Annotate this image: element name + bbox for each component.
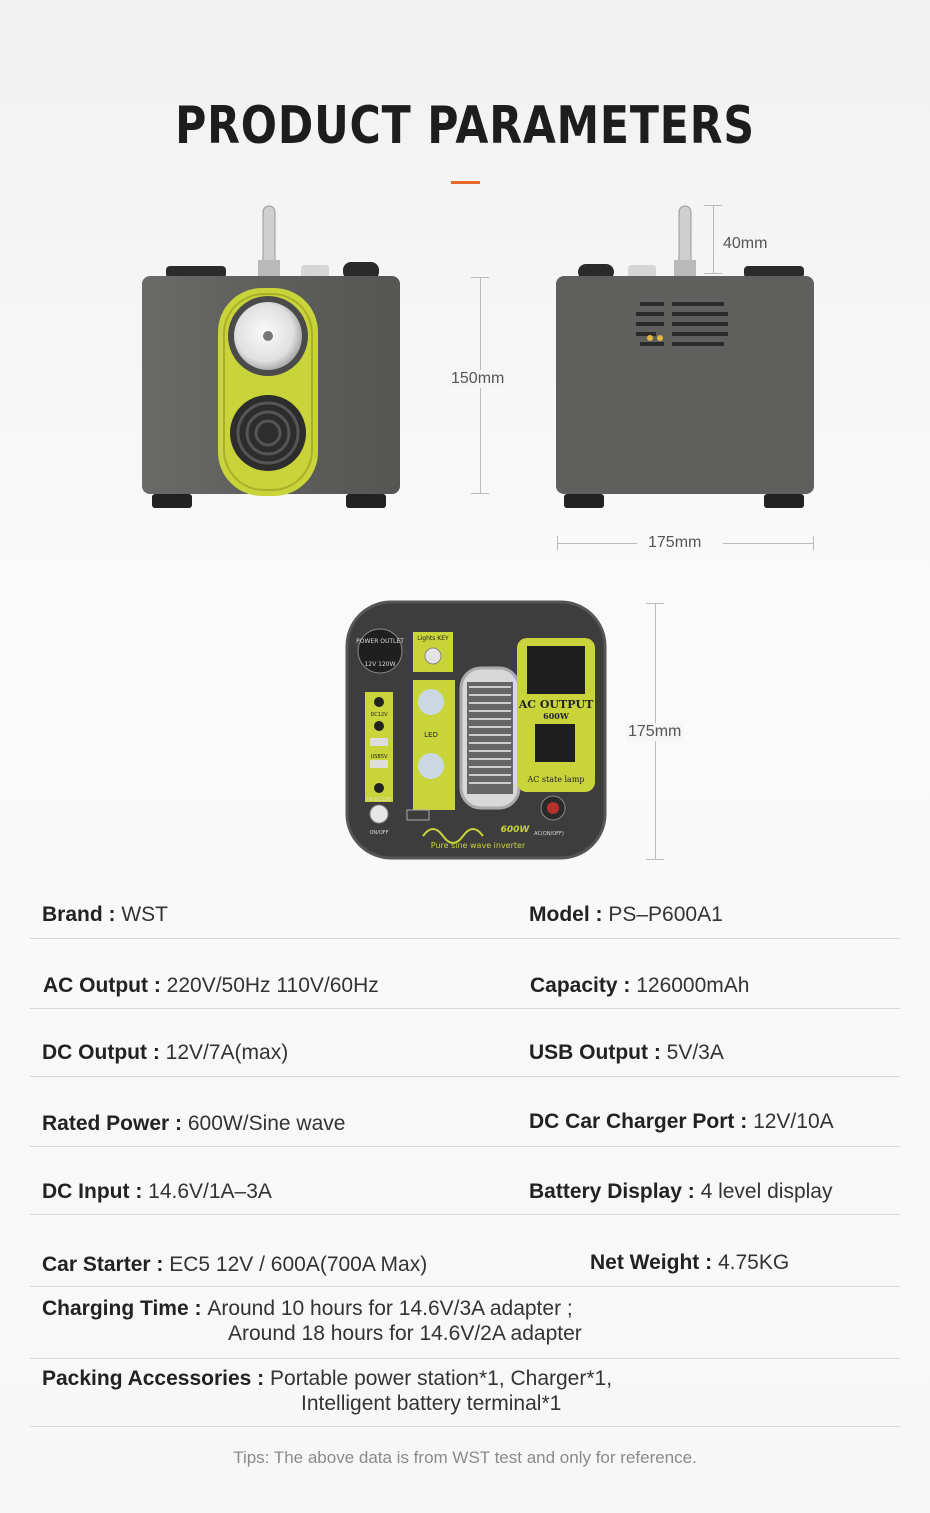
packing-row: Packing Accessories : Portable power station*1, Charger*1, Intelligent battery terminal*1	[30, 1359, 900, 1427]
spec-key: DC Output	[42, 1041, 147, 1064]
spec-row: AC Output : 220V/50Hz 110V/60Hz Capacity : 126000mAh	[30, 939, 900, 1009]
width-dim-line-left	[557, 543, 637, 544]
in-dc12v-label: IN DC12V	[367, 797, 391, 803]
spec-value: 12V/7A(max)	[165, 1041, 289, 1064]
spec-value: EC5 12V / 600A(700A Max)	[169, 1253, 428, 1276]
spec-value: WST	[121, 903, 169, 926]
page-title: PRODUCT PARAMETERS	[175, 96, 755, 156]
usb5v-label: USB5V	[370, 754, 388, 760]
led-label: LED	[424, 731, 438, 739]
top-panel-image	[343, 598, 609, 864]
height-dimension: 150mm	[451, 370, 505, 387]
width-dim-line-right	[723, 543, 813, 544]
spec-key: Car Starter	[42, 1253, 151, 1276]
spec-row: Car Starter : EC5 12V / 600A(700A Max) Net Weight : 4.75KG	[30, 1215, 900, 1287]
spec-value: 5V/3A	[666, 1041, 724, 1064]
handle-dim-line	[713, 205, 714, 273]
spec-key: Battery Display	[529, 1180, 682, 1203]
spec-value: 4 level display	[700, 1180, 833, 1203]
front-view-image	[138, 200, 404, 512]
ac-output-label: AC OUTPUT	[518, 698, 594, 711]
charging-line-1: Around 10 hours for 14.6V/3A adapter ;	[207, 1297, 573, 1320]
ac-power-label: 600W	[543, 711, 569, 721]
depth-dimension: 175mm	[628, 723, 682, 740]
spec-key: Capacity	[530, 974, 618, 997]
spec-value: 126000mAh	[636, 974, 750, 997]
tips-note: Tips: The above data is from WST test and only for reference.	[233, 1448, 697, 1467]
spec-key: Net Weight	[590, 1251, 700, 1274]
spec-key: Rated Power	[42, 1112, 170, 1135]
spec-row: DC Input : 14.6V/1A–3A Battery Display : 4 level display	[30, 1147, 900, 1215]
packing-key: Packing Accessories	[42, 1367, 252, 1390]
spec-value: 220V/50Hz 110V/60Hz	[166, 974, 379, 997]
charging-key: Charging Time	[42, 1297, 189, 1320]
spec-key: USB Output	[529, 1041, 648, 1064]
on-off-label: ON/OFF	[369, 830, 389, 836]
spec-value: 12V/10A	[753, 1110, 834, 1133]
charging-line-2: Around 18 hours for 14.6V/2A adapter	[228, 1322, 582, 1345]
outlet-rating-label: 12V 120W	[364, 661, 396, 668]
spec-key: DC Car Charger Port	[529, 1110, 735, 1133]
lights-key-label: Lights KEY	[417, 635, 449, 642]
width-dimension: 175mm	[648, 534, 702, 551]
spec-key: AC Output	[43, 974, 148, 997]
spec-row: DC Output : 12V/7A(max) USB Output : 5V/3A	[30, 1009, 900, 1077]
spec-value: PS–P600A1	[608, 903, 723, 926]
packing-line-1: Portable power station*1, Charger*1,	[270, 1367, 613, 1390]
ac-state-lamp-label: AC state lamp	[527, 775, 585, 784]
spec-key: DC Input	[42, 1180, 130, 1203]
spec-value: 600W/Sine wave	[187, 1112, 346, 1135]
spec-key: Brand	[42, 903, 103, 926]
packing-line-2: Intelligent battery terminal*1	[301, 1392, 562, 1415]
spec-row: Rated Power : 600W/Sine wave DC Car Charger Port : 12V/10A	[30, 1077, 900, 1147]
back-view-image	[552, 200, 818, 512]
spec-row: Brand : WST Model : PS–P600A1	[30, 880, 900, 939]
pure-sine-label: Pure sine wave inverter	[430, 841, 526, 850]
spec-key: Model	[529, 903, 590, 926]
wave-power-label: 600W	[500, 825, 530, 835]
ac-on-off-label: AC(ON/OFF)	[534, 831, 564, 837]
charging-time-row: Charging Time : Around 10 hours for 14.6V/3A adapter ; Around 18 hours for 14.6V/2A adapter	[30, 1287, 900, 1359]
dc12v-label: DC12V	[370, 712, 388, 718]
spec-value: 4.75KG	[717, 1251, 790, 1274]
title-accent-line	[451, 181, 480, 184]
handle-dimension: 40mm	[723, 235, 768, 252]
power-outlet-label: POWER OUTLET	[356, 638, 404, 645]
spec-value: 14.6V/1A–3A	[148, 1180, 272, 1203]
